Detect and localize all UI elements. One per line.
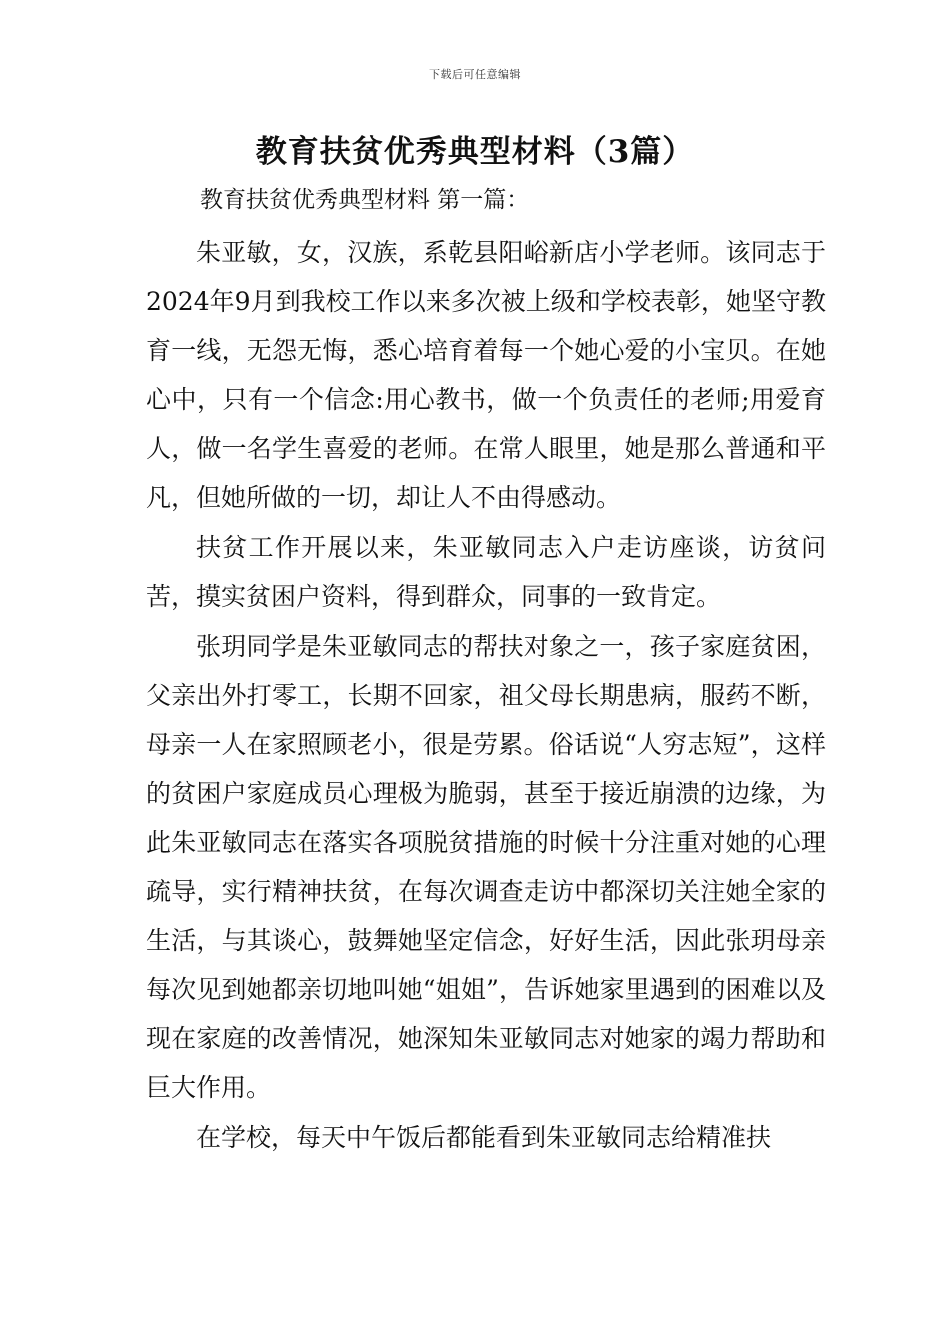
paragraph-3: 张玥同学是朱亚敏同志的帮扶对象之一，孩子家庭贫困，父亲出外打零工，长期不回家，祖父母长期患病，服药不断，母亲一人在家照顾老小，很是劳累。俗话说“人穷志短”，这样的贫困户家庭成员心理极为脆弱，甚至于接近崩溃的边缘，为此朱亚敏同志在落实各项脱贫措施的时候十分注重对她的心理疏导，实行精神扶贫，在每次调查走访中都深切关注她全家的生活，与其谈心，鼓舞她坚定信念，好好生活，因此张玥母亲每次见到她都亲切地叫她“姐姐”，告诉她家里遇到的困难以及现在家庭的改善情况，她深知朱亚敏同志对她家的竭力帮助和巨大作用。 xyxy=(146,632,826,1102)
paragraph-1: 朱亚敏，女，汉族，系乾县阳峪新店小学老师。该同志于2024年9月到我校工作以来多次被上级和学校表彰，她坚守教育一线，无怨无悔，悉心培育着每一个她心爱的小宝贝。在她心中，只有一个信念:用心教书，做一个负责任的老师;用爱育人，做一名学生喜爱的老师。在常人眼里，她是那么普通和平凡，但她所做的一切，却让人不由得感动。 xyxy=(146,238,826,512)
document-title: 教育扶贫优秀典型材料（3篇） xyxy=(255,134,695,170)
paragraph-4: 在学校，每天中午饭后都能看到朱亚敏同志给精准扶 xyxy=(196,1123,772,1152)
document-body xyxy=(146,178,826,1162)
header-note: 下载后可任意编辑 xyxy=(429,68,521,81)
section-heading: 教育扶贫优秀典型材料 第一篇： xyxy=(200,187,530,213)
paragraph-2: 扶贫工作开展以来，朱亚敏同志入户走访座谈，访贫问苦，摸实贫困户资料，得到群众，同事的一致肯定。 xyxy=(146,533,826,611)
